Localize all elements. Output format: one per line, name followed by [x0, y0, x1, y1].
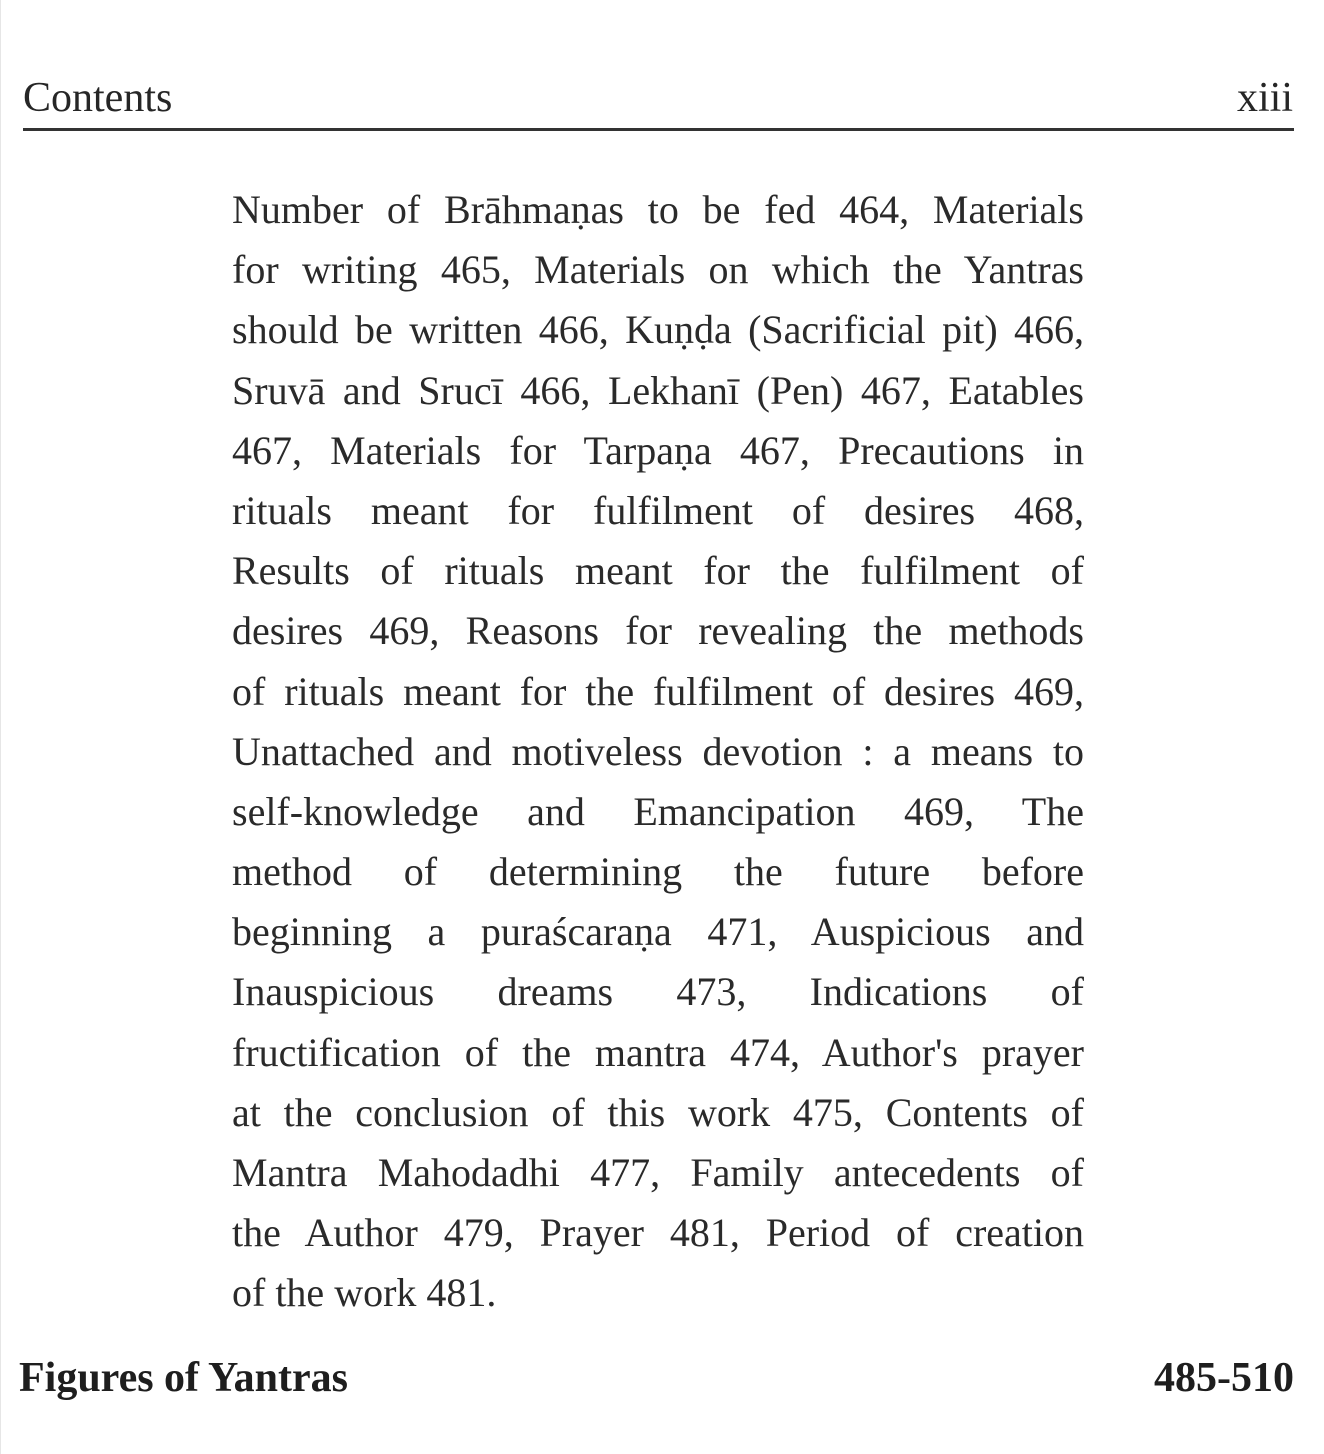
contents-entry-text — [232, 180, 1084, 1324]
running-title: Contents — [23, 75, 173, 121]
entry-line: rituals meant for fulfilment of desires 468, — [232, 487, 1084, 533]
entry-line: the Author 479, Prayer 481, Period of creation — [232, 1210, 1084, 1256]
entry-line: for writing 465, Materials on which the Yantras — [232, 247, 1084, 293]
entry-line: at the conclusion of this work 475, Contents of — [232, 1089, 1084, 1135]
header-rule — [23, 128, 1294, 131]
entry-line: Inauspicious dreams 473, Indications of — [232, 969, 1084, 1015]
page-number: xiii — [1236, 75, 1293, 121]
section-title: Figures of Yantras — [19, 1355, 348, 1401]
entry-line: should be written 466, Kuṇḍa (Sacrificial pit) 466, — [232, 307, 1084, 353]
entry-line: desires 469, Reasons for revealing the methods — [232, 608, 1084, 654]
running-head — [23, 72, 1293, 124]
entry-line: fructification of the mantra 474, Author's prayer — [232, 1029, 1084, 1075]
entry-line: beginning a puraścaraṇa 471, Auspicious and — [232, 909, 1084, 955]
entry-line: of the work 481. — [232, 1270, 497, 1316]
entry-line: Number of Brāhmaṇas to be fed 464, Materials — [232, 187, 1084, 232]
entry-line: Unattached and motiveless devotion : a means to — [232, 728, 1084, 774]
entry-line: method of determining the future before — [232, 849, 1084, 895]
entry-line: Mantra Mahodadhi 477, Family antecedents of — [232, 1150, 1084, 1195]
entry-line: Results of rituals meant for the fulfilment of — [232, 548, 1084, 594]
entry-line: 467, Materials for Tarpaṇa 467, Precautions in — [232, 427, 1084, 473]
contents-section-row — [19, 1350, 1294, 1406]
entry-line: Sruvā and Srucī 466, Lekhanī (Pen) 467, Eatables — [232, 367, 1084, 413]
section-page-range: 485-510 — [1154, 1355, 1294, 1401]
entry-line: self-knowledge and Emancipation 469, The — [232, 788, 1084, 834]
entry-line: of rituals meant for the fulfilment of desires 469, — [232, 668, 1084, 714]
